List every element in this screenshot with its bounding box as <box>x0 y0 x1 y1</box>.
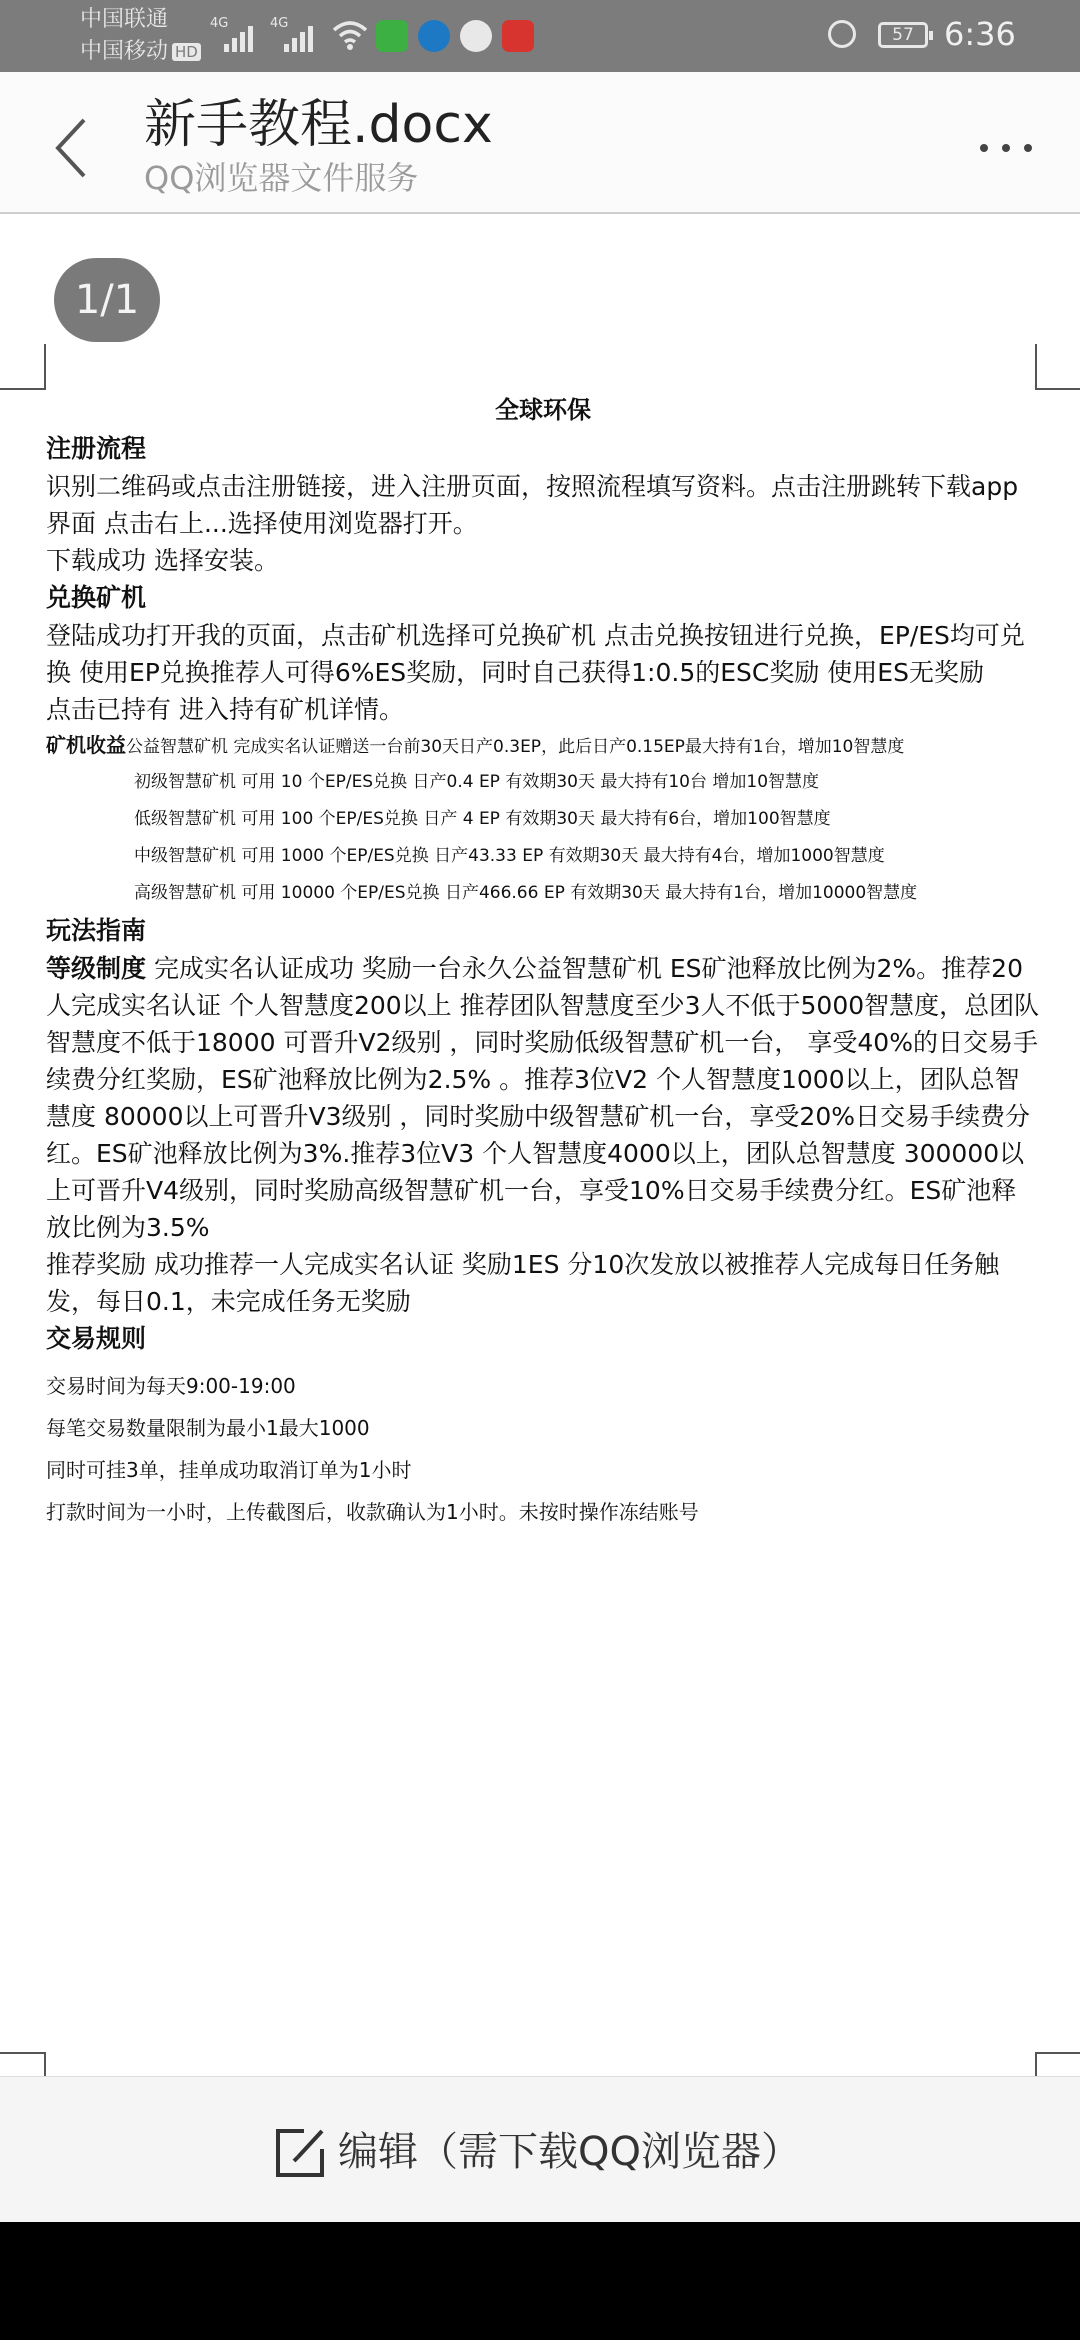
mining-row <box>46 728 1040 764</box>
mining-row: 初级智慧矿机 可用 10 个EP/ES兑换 日产0.4 EP 有效期30天 最大持有10台 增加10智慧度 <box>134 772 820 792</box>
edit-label: 编辑（需下载QQ浏览器） <box>338 2129 801 2175</box>
rule-item: 交易时间为每天9:00-19:00 <box>46 1374 296 1398</box>
status-bar <box>0 0 1080 72</box>
section-heading: 兑换矿机 <box>46 583 147 612</box>
paragraph: 登陆成功打开我的页面，点击矿机选择可兑换矿机 点击兑换按钮进行兑换，EP/ES均可兑换 使用EP兑换推荐人可得6%ES奖励，同时自己获得1:0.5的ESC奖励 使用ES无奖励 <box>46 621 1025 687</box>
page-indicator: 1/1 <box>54 258 160 342</box>
battery-icon: 57 <box>878 22 928 48</box>
section-heading: 注册流程 <box>46 434 147 463</box>
document-content <box>46 390 1040 1540</box>
reader-icon <box>502 20 534 52</box>
carrier-mobile <box>80 38 201 66</box>
system-nav-bar <box>0 2222 1080 2340</box>
mining-row: 中级智慧矿机 可用 1000 个EP/ES兑换 日产43.33 EP 有效期30天 最大持有4台，增加1000智慧度 <box>134 846 885 866</box>
alarm-icon <box>828 20 856 48</box>
app-header <box>0 72 1080 214</box>
section-heading: 交易规则 <box>46 1324 147 1353</box>
browser-icon <box>418 20 450 52</box>
clock: 6:36 <box>944 15 1016 53</box>
section-heading: 玩法指南 <box>46 916 147 945</box>
wechat-icon <box>376 20 408 52</box>
rule-item: 每笔交易数量限制为最小1最大1000 <box>46 1416 370 1440</box>
message-icon <box>460 20 492 52</box>
paragraph: 识别二维码或点击注册链接，进入注册页面，按照流程填写资料。点击注册跳转下载app界面 点击右上...选择使用浏览器打开。 <box>46 472 1019 538</box>
hd-badge: HD <box>172 43 201 61</box>
mining-row-text: 公益智慧矿机 完成实名认证赠送一台前30天日产0.3EP，此后日产0.15EP最大持有1台，增加10智慧度 <box>126 737 905 757</box>
carrier-unicom: 中国联通 <box>80 7 169 32</box>
edit-button[interactable] <box>0 2076 1080 2223</box>
document-page[interactable] <box>0 214 1080 2076</box>
file-subtitle: QQ浏览器文件服务 <box>144 159 419 197</box>
paragraph: 推荐奖励 成功推荐一人完成实名认证 奖励1ES 分10次发放以被推荐人完成每日任务触发，每日0.1，未完成任务无奖励 <box>46 1250 1000 1316</box>
doc-title: 全球环保 <box>495 396 591 424</box>
more-options-icon[interactable] <box>978 138 1038 158</box>
file-title: 新手教程.docx <box>144 95 493 155</box>
paragraph: 点击已持有 进入持有矿机详情。 <box>46 695 404 724</box>
paragraph <box>46 950 1040 1246</box>
network-tag: 4G <box>210 16 229 31</box>
rule-item: 同时可挂3单，挂单成功取消订单为1小时 <box>46 1458 412 1482</box>
mining-label: 矿机收益 <box>46 733 126 757</box>
network-tag-2: 4G <box>270 16 289 31</box>
level-text: 完成实名认证成功 奖励一台永久公益智慧矿机 ES矿池释放比例为2%。推荐20人完成实名认证 个人智慧度200以上 推荐团队智慧度至少3人不低于5000智慧度，总团队智慧度不低于18000 可晋升V2级别 ，同时奖励低级智慧矿机一台， 享受40%的日交易手续费分红奖励，ES矿池释放比例为2.5% 。推荐3位V2 个人智慧度1000以上，团队总智慧度 80000以上可晋升V3级别 ，同时奖励中级智慧矿机一台，享受20%日交易手续费分红。ES矿池释放比例为3%.推荐3位V3 个人智慧度4000以上，团队总智慧度 300000以上可晋升V4级别，同时奖励高级智慧矿机一台，享受10%日交易手续费分红。ES矿池释放比例为3.5% <box>46 954 1040 1242</box>
edit-icon <box>270 2121 330 2181</box>
wifi-icon <box>330 14 370 54</box>
level-label: 等级制度 <box>46 954 147 983</box>
rule-item: 打款时间为一小时，上传截图后，收款确认为1小时。未按时操作冻结账号 <box>46 1500 699 1524</box>
page-corner-mark <box>0 344 46 390</box>
page-corner-mark <box>1035 344 1080 390</box>
back-arrow-icon[interactable] <box>48 112 94 184</box>
mining-row: 高级智慧矿机 可用 10000 个EP/ES兑换 日产466.66 EP 有效期30天 最大持有1台，增加10000智慧度 <box>134 883 918 903</box>
paragraph: 下载成功 选择安装。 <box>46 546 279 575</box>
mining-row: 低级智慧矿机 可用 100 个EP/ES兑换 日产 4 EP 有效期30天 最大持有6台，增加100智慧度 <box>134 809 831 829</box>
carrier-mobile-label: 中国移动 <box>80 39 169 64</box>
